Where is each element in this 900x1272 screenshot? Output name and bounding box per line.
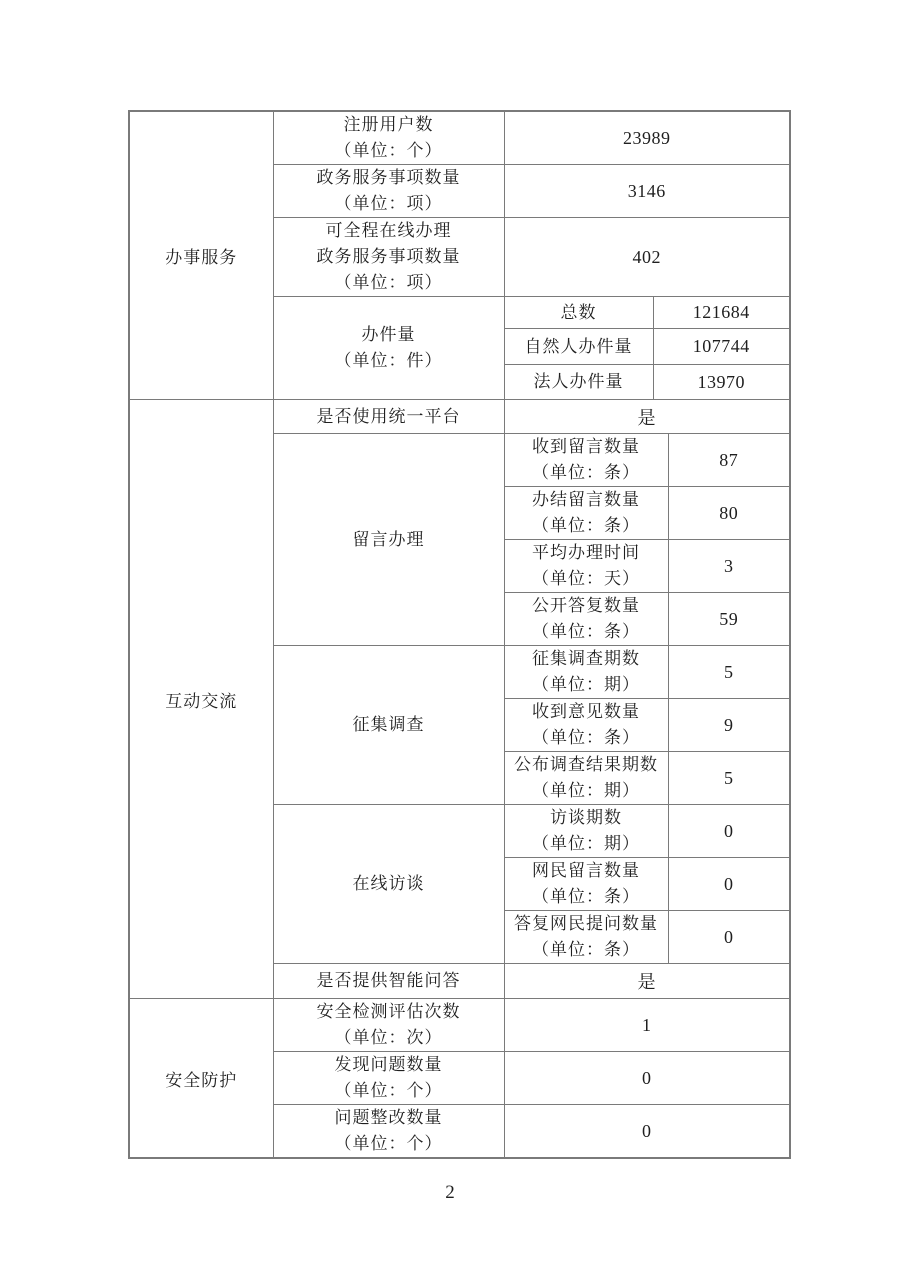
submetric-value: 13970 [653, 365, 790, 400]
metric-label: 政务服务事项数量 [316, 168, 461, 187]
metric-label-cell [273, 1052, 504, 1105]
metric-unit: （单位：个） [334, 141, 443, 160]
submetric-unit: （单位：期） [532, 834, 640, 853]
submetric-unit: （单位：条） [532, 463, 640, 482]
submetric-unit: （单位：条） [532, 940, 640, 959]
submetric-label-cell [504, 911, 668, 964]
submetric-unit: （单位：期） [532, 675, 640, 694]
submetric-value: 0 [668, 805, 790, 858]
submetric-label: 答复网民提问数量 [514, 914, 658, 933]
submetric-label-cell [504, 487, 668, 540]
metric-label-cell: 留言办理 [273, 434, 504, 646]
submetric-label: 公布调查结果期数 [514, 755, 658, 774]
metric-unit: （单位：项） [334, 273, 443, 292]
metric-value: 3146 [504, 165, 790, 218]
metric-unit: （单位：个） [334, 1134, 443, 1153]
submetric-value: 5 [668, 752, 790, 805]
section-label-interaction: 互动交流 [129, 400, 273, 999]
submetric-value: 59 [668, 593, 790, 646]
metric-label: 办件量 [361, 325, 416, 344]
table-row [129, 111, 790, 165]
metric-value: 23989 [504, 111, 790, 165]
metric-label: 安全检测评估次数 [316, 1002, 461, 1021]
submetric-label: 征集调查期数 [532, 649, 640, 668]
submetric-unit: （单位：条） [532, 516, 640, 535]
submetric-unit: （单位：条） [532, 728, 640, 747]
table-row [129, 999, 790, 1052]
metric-unit: （单位：次） [334, 1028, 443, 1047]
submetric-label: 访谈期数 [550, 808, 622, 827]
metric-value: 是 [504, 964, 790, 999]
metric-value: 1 [504, 999, 790, 1052]
metric-label-cell: 在线访谈 [273, 805, 504, 964]
submetric-label: 自然人办件量 [504, 329, 653, 365]
metric-value: 0 [504, 1105, 790, 1159]
metric-unit: （单位：件） [334, 351, 443, 370]
metric-unit: （单位：项） [334, 194, 443, 213]
submetric-label-cell [504, 434, 668, 487]
section-label-security: 安全防护 [129, 999, 273, 1159]
submetric-label-cell [504, 540, 668, 593]
metric-label-cell [273, 111, 504, 165]
submetric-unit: （单位：条） [532, 887, 640, 906]
metric-label-cell [273, 1105, 504, 1159]
submetric-label: 平均办理时间 [532, 543, 640, 562]
submetric-value: 0 [668, 858, 790, 911]
submetric-unit: （单位：天） [532, 569, 640, 588]
submetric-value: 5 [668, 646, 790, 699]
submetric-value: 80 [668, 487, 790, 540]
submetric-label: 法人办件量 [504, 365, 653, 400]
metric-label-cell [273, 218, 504, 297]
metric-label: 可全程在线办理 [325, 221, 452, 240]
submetric-value: 121684 [653, 297, 790, 329]
submetric-label-cell [504, 593, 668, 646]
submetric-label: 网民留言数量 [532, 861, 640, 880]
metric-label-cell [273, 999, 504, 1052]
submetric-label-cell [504, 752, 668, 805]
submetric-label: 总数 [504, 297, 653, 329]
submetric-label-cell [504, 646, 668, 699]
metric-unit: （单位：个） [334, 1081, 443, 1100]
metric-label: 发现问题数量 [334, 1055, 443, 1074]
submetric-label: 办结留言数量 [532, 490, 640, 509]
metric-label-line2: 政务服务事项数量 [316, 247, 461, 266]
submetric-value: 3 [668, 540, 790, 593]
metric-label: 注册用户数 [343, 115, 434, 134]
submetric-unit: （单位：期） [532, 781, 640, 800]
metric-label: 问题整改数量 [334, 1108, 443, 1127]
submetric-label-cell [504, 858, 668, 911]
submetric-label: 收到留言数量 [532, 437, 640, 456]
table-row [129, 400, 790, 434]
submetric-value: 9 [668, 699, 790, 752]
metric-label-cell: 是否提供智能问答 [273, 964, 504, 999]
submetric-value: 87 [668, 434, 790, 487]
metric-label-cell: 征集调查 [273, 646, 504, 805]
metric-value: 是 [504, 400, 790, 434]
submetric-label: 收到意见数量 [532, 702, 640, 721]
metric-value: 402 [504, 218, 790, 297]
submetric-label-cell [504, 805, 668, 858]
submetric-value: 0 [668, 911, 790, 964]
metric-label-cell: 是否使用统一平台 [273, 400, 504, 434]
report-table [128, 110, 791, 1159]
page-number: 2 [445, 1182, 455, 1203]
submetric-value: 107744 [653, 329, 790, 365]
metric-value: 0 [504, 1052, 790, 1105]
section-label-office-services: 办事服务 [129, 111, 273, 400]
metric-label-cell [273, 297, 504, 400]
submetric-unit: （单位：条） [532, 622, 640, 641]
submetric-label-cell [504, 699, 668, 752]
metric-label-cell [273, 165, 504, 218]
submetric-label: 公开答复数量 [532, 596, 640, 615]
